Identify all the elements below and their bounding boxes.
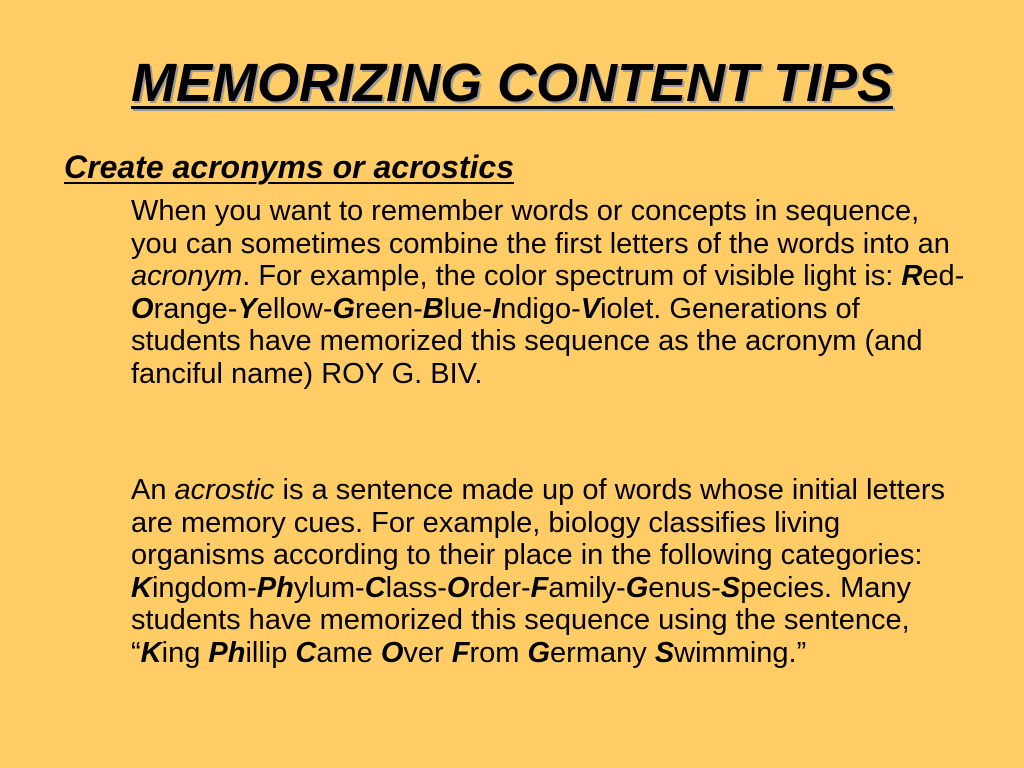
text-run: ed- — [922, 260, 965, 292]
text-run: lass- — [385, 571, 447, 604]
initial-letter: G — [625, 571, 649, 604]
text-run: enus- — [648, 571, 721, 604]
text-run: amily- — [548, 571, 626, 604]
text-run: An — [131, 474, 175, 506]
text-run: ver — [403, 636, 452, 669]
text-run: ellow- — [256, 292, 333, 325]
text-run: iolet. Generations of students have memorized this sequence as the acronym (and fanciful name) ROY G. BIV. — [131, 292, 923, 390]
initial-letter: F — [530, 571, 549, 604]
text-run: range- — [153, 292, 238, 325]
slide-title: MEMORIZING CONTENT TIPS — [131, 53, 893, 113]
initial-letter: S — [654, 636, 675, 669]
initial-letter: Ph — [208, 636, 246, 669]
text-run: reen- — [355, 292, 423, 325]
acrostic-term: acrostic — [174, 474, 275, 506]
slide-subtitle: Create acronyms or acrostics — [64, 149, 514, 185]
initial-letter: G — [332, 292, 356, 325]
initial-letter: R — [901, 260, 923, 292]
text-run: rder- — [469, 571, 531, 604]
text-run: ame — [316, 636, 381, 669]
text-run: ylum- — [293, 571, 365, 604]
initial-letter: V — [580, 292, 601, 325]
initial-letter: Ph — [256, 571, 294, 604]
acronym-paragraph — [131, 195, 966, 390]
initial-letter: C — [295, 636, 317, 669]
initial-letter: S — [720, 571, 741, 604]
initial-letter: F — [451, 636, 470, 669]
text-run: lue- — [443, 292, 493, 325]
initial-letter: B — [422, 292, 444, 325]
initial-letter: O — [446, 571, 470, 604]
text-run: ingdom- — [151, 571, 257, 604]
text-run: ermany — [550, 636, 655, 669]
text-run: wimming.” — [674, 636, 807, 669]
text-run: illip — [245, 636, 296, 669]
initial-letter: O — [131, 292, 154, 325]
acrostic-paragraph — [131, 474, 966, 669]
initial-letter: Y — [237, 292, 257, 325]
text-run: is a sentence made up of words whose initial letters are memory cues. For example, biology classifies living organisms according to their place in the following categories: — [131, 474, 946, 571]
text-run: When you want to remember words or concepts in sequence, you can sometimes combine the first letters of the words into an — [131, 195, 950, 260]
initial-letter: O — [380, 636, 404, 669]
initial-letter: K — [140, 636, 162, 669]
initial-letter: I — [492, 292, 501, 325]
initial-letter: C — [364, 571, 386, 604]
text-run: rom — [469, 636, 528, 669]
text-run: ing — [161, 636, 209, 669]
text-run: pecies. Many students have memorized this sequence using the sentence, “ — [131, 571, 912, 669]
initial-letter: G — [527, 636, 551, 669]
initial-letter: K — [131, 571, 152, 604]
acronym-term: acronym — [131, 260, 243, 292]
text-run: ndigo- — [500, 292, 581, 325]
text-run: . For example, the color spectrum of visible light is: — [242, 260, 902, 292]
